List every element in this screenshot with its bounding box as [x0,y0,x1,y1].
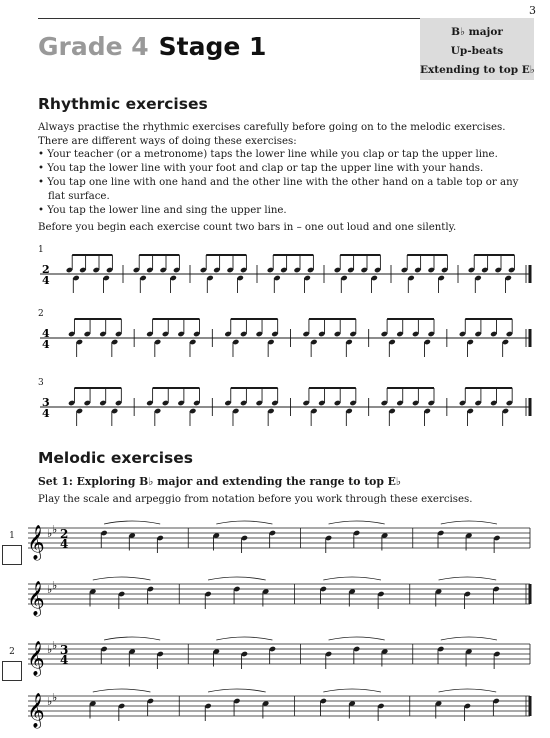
slur [104,637,160,640]
key-signature-flat: ♭ [52,639,58,652]
slur [323,577,381,580]
rhythm-exercise-2-number: 2 [38,309,44,319]
bullet-item: • You tap the lower line and sing the upper line. [38,205,287,216]
slur [439,689,497,692]
slur [104,521,160,524]
topic-key: B♭ major [451,26,503,38]
time-signature-top: 2 [42,263,50,276]
time-signature-bottom: 4 [42,274,50,287]
bullet-item: • You tap the lower line with your foot and clap or tap the upper line with your hands. [38,163,484,174]
key-signature-flat: ♭ [52,579,58,592]
bullet-item: • You tap one line with one hand and the other line with the other hand on a table top or any flat surface. [38,177,519,202]
stage-label: Stage 1 [158,32,267,61]
time-signature-bottom: 4 [60,537,69,551]
slur [323,689,381,692]
slur [208,689,266,692]
rhythm-exercise-3-number: 3 [38,378,44,388]
melodic-exercise-2-system-1 [0,626,550,686]
slur [93,689,151,692]
slur [216,637,272,640]
topic-upbeats: Up-beats [450,45,504,57]
time-signature-bottom: 4 [42,338,50,351]
header-top-rule [38,18,420,19]
exercise-number: 2 [9,647,15,657]
time-signature-top: 4 [42,327,50,340]
exercise-number: 1 [9,531,15,541]
time-signature-top: 2 [60,527,69,541]
key-signature-flat: ♭ [47,527,53,540]
count-in-instruction: Before you begin each exercise count two bars in – one out loud and one silently. [38,222,457,233]
rhythm-exercise-1 [0,254,550,304]
rhythmic-bullets [38,148,538,218]
slur [329,521,385,524]
slur [439,577,497,580]
melodic-heading: Melodic exercises [38,449,194,467]
key-signature-flat: ♭ [52,523,58,536]
slur [329,637,385,640]
melodic-exercise-2-system-2 [0,678,550,738]
key-signature-flat: ♭ [47,643,53,656]
key-signature-flat: ♭ [47,695,53,708]
key-signature-flat: ♭ [47,583,53,596]
rhythm-exercise-3 [0,387,550,437]
time-signature-bottom: 4 [60,653,69,667]
page-number: 3 [529,4,536,17]
key-signature-flat: ♭ [52,691,58,704]
topic-range: Extending to top E♭ [420,64,535,76]
slur [441,637,497,640]
bullet-item: • Your teacher (or a metronome) taps the lower line while you clap or tap the upper line. [38,149,498,160]
melodic-exercise-1-system-2 [0,566,550,626]
slur [208,577,266,580]
time-signature-top: 3 [60,643,69,657]
slur [441,521,497,524]
set-instruction: Play the scale and arpeggio from notation before you work through these exercises. [38,494,473,505]
rhythmic-intro: Always practise the rhythmic exercises carefully before going on to the melodic exercises. There are different ways of doing these exercises: [38,122,506,147]
grade-label: Grade 4 [38,32,149,61]
slur [93,577,151,580]
rhythmic-heading: Rhythmic exercises [38,95,208,113]
treble-clef-icon: 𝄞 [27,693,45,728]
treble-clef-icon: 𝄞 [27,525,45,560]
set-heading: Set 1: Exploring B♭ major and extending the range to top E♭ [38,475,402,488]
rhythm-exercise-1-number: 1 [38,245,44,255]
time-signature-top: 3 [42,396,50,409]
rhythm-exercise-2 [0,318,550,368]
slur [216,521,272,524]
page-title [38,32,266,61]
treble-clef-icon: 𝄞 [27,581,45,616]
melodic-exercise-1-system-1 [0,510,550,570]
topics-box [420,18,534,80]
treble-clef-icon: 𝄞 [27,641,45,676]
time-signature-bottom: 4 [42,407,50,420]
